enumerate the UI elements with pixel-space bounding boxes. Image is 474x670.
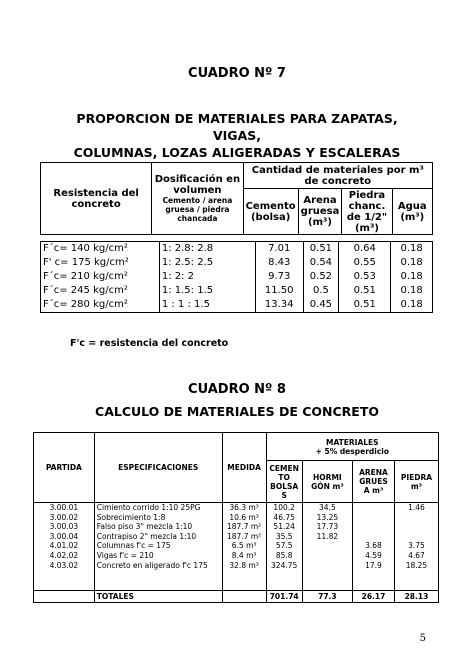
arena-cell: 0.45 xyxy=(303,298,338,313)
cemento-cell: 11.50 xyxy=(255,284,303,298)
header-dosificacion xyxy=(152,163,243,235)
cuadro8-table xyxy=(33,432,439,603)
medida-cell: 187.7 m² xyxy=(222,522,266,532)
cuadro7-note: F'c = resistencia del concreto xyxy=(70,338,229,349)
page-number: 5 xyxy=(419,633,426,644)
dosificacion-cell: 1: 2: 2 xyxy=(159,270,255,284)
header-arena: Arena gruesa (m³) xyxy=(298,189,342,235)
arena-cell xyxy=(353,522,395,532)
medida-cell: 32.8 m³ xyxy=(222,561,266,571)
table-row xyxy=(34,522,439,532)
table-row xyxy=(34,541,439,551)
cemento-cell: 85.8 xyxy=(266,551,302,561)
hormigon-cell xyxy=(302,561,352,571)
agua-cell: 0.18 xyxy=(391,284,433,298)
arena-cell: 0.51 xyxy=(303,242,338,257)
table-row xyxy=(41,284,433,298)
spacer-cell xyxy=(94,570,222,590)
medida-cell: 10.6 m³ xyxy=(222,513,266,523)
table-row xyxy=(34,513,439,523)
cuadro7-title: CUADRO Nº 7 xyxy=(188,66,286,81)
arena-cell: 3.68 xyxy=(353,541,395,551)
arena-cell xyxy=(353,513,395,523)
partida-cell: 3.00.02 xyxy=(34,513,95,523)
piedra-cell: 0.51 xyxy=(339,284,391,298)
header-dosificacion-sub: Cemento / arena gruesa / piedra chancada xyxy=(162,196,233,223)
arena-cell: 4.59 xyxy=(353,551,395,561)
cemento-cell: 100.2 xyxy=(266,503,302,513)
medida-cell: 187.7 m² xyxy=(222,532,266,542)
medida-cell: 36.3 m³ xyxy=(222,503,266,513)
piedra-cell: 0.55 xyxy=(339,256,391,270)
partida-cell: 3.00.01 xyxy=(34,503,95,513)
header-arena-gruesa: ARENA GRUES A m³ xyxy=(353,461,395,503)
resistencia-cell: F´c= 245 kg/cm² xyxy=(41,284,160,298)
header-piedra-m3: PIEDRA m³ xyxy=(394,461,438,503)
arena-cell xyxy=(353,503,395,513)
cuadro8-title: CUADRO Nº 8 xyxy=(188,382,286,397)
header-piedra: Piedra chanc. de 1/2" (m³) xyxy=(342,189,392,235)
header-agua: Agua (m³) xyxy=(392,189,432,235)
piedra-cell: 0.53 xyxy=(339,270,391,284)
dosificacion-cell: 1: 2.5: 2.5 xyxy=(159,256,255,270)
piedra-cell xyxy=(394,532,438,542)
partida-cell: 3.00.04 xyxy=(34,532,95,542)
header-resistencia: Resistencia del concreto xyxy=(41,163,152,235)
header-cemento: Cemento (bolsa) xyxy=(243,189,298,235)
hormigon-cell: 13.25 xyxy=(302,513,352,523)
cuadro8-subtitle: CALCULO DE MATERIALES DE CONCRETO xyxy=(95,404,379,419)
table-row xyxy=(41,298,433,313)
header-medida: MEDIDA xyxy=(222,433,266,503)
table-row xyxy=(41,242,433,257)
hormigon-cell: 17.73 xyxy=(302,522,352,532)
header-materiales xyxy=(266,433,438,461)
cuadro7-subtitle-line1: PROPORCION DE MATERIALES PARA ZAPATAS, VIGAS, xyxy=(76,111,398,143)
arena-cell: 0.5 xyxy=(303,284,338,298)
agua-cell: 0.18 xyxy=(391,256,433,270)
hormigon-cell: 34.5 xyxy=(302,503,352,513)
piedra-cell: 3.75 xyxy=(394,541,438,551)
piedra-cell xyxy=(394,522,438,532)
spacer-cell xyxy=(34,570,95,590)
header-dosificacion-label: Dosificación en volumen xyxy=(154,174,241,196)
cemento-cell: 57.5 xyxy=(266,541,302,551)
piedra-cell: 18.25 xyxy=(394,561,438,571)
dosificacion-cell: 1: 1.5: 1.5 xyxy=(159,284,255,298)
header-partida: PARTIDA xyxy=(34,433,95,503)
table-row xyxy=(34,503,439,513)
table-row xyxy=(41,270,433,284)
especificacion-cell: Falso piso 3" mezcla 1:10 xyxy=(94,522,222,532)
partida-cell: 3.00.03 xyxy=(34,522,95,532)
hormigon-cell xyxy=(302,541,352,551)
resistencia-cell: F' c= 175 kg/cm² xyxy=(41,256,160,270)
medida-cell: 8.4 m³ xyxy=(222,551,266,561)
resistencia-cell: F´c= 210 kg/cm² xyxy=(41,270,160,284)
resistencia-cell: F´c= 280 kg/cm² xyxy=(41,298,160,313)
table-row xyxy=(34,561,439,571)
cuadro7-subtitle-line2: COLUMNAS, LOZAS ALIGERADAS Y ESCALERAS xyxy=(73,145,401,160)
partida-cell: 4.01.02 xyxy=(34,541,95,551)
cuadro7-data-table xyxy=(40,241,433,313)
agua-cell: 0.18 xyxy=(391,298,433,313)
cemento-cell: 13.34 xyxy=(255,298,303,313)
header-especificaciones: ESPECIFICACIONES xyxy=(94,433,222,503)
cemento-cell: 8.43 xyxy=(255,256,303,270)
agua-cell: 0.18 xyxy=(391,242,433,257)
agua-cell: 0.18 xyxy=(391,270,433,284)
cemento-cell: 9.73 xyxy=(255,270,303,284)
arena-cell: 0.52 xyxy=(303,270,338,284)
hormigon-cell xyxy=(302,551,352,561)
cuadro7-header-table xyxy=(40,162,433,235)
especificacion-cell: Columnas f'c = 175 xyxy=(94,541,222,551)
partida-cell: 4.02.02 xyxy=(34,551,95,561)
totals-row xyxy=(34,590,439,602)
arena-cell xyxy=(353,532,395,542)
totals-blank xyxy=(34,590,95,602)
piedra-cell: 0.51 xyxy=(339,298,391,313)
header-materiales-label: MATERIALES xyxy=(325,437,379,447)
cuadro7-subtitle xyxy=(60,110,414,161)
table-row xyxy=(34,532,439,542)
cemento-cell: 51.24 xyxy=(266,522,302,532)
resistencia-cell: F´c= 140 kg/cm² xyxy=(41,242,160,257)
dosificacion-cell: 1: 2.8: 2.8 xyxy=(159,242,255,257)
dosificacion-cell: 1 : 1 : 1.5 xyxy=(159,298,255,313)
cemento-cell: 7.01 xyxy=(255,242,303,257)
hormigon-cell: 11.82 xyxy=(302,532,352,542)
header-desperdicio: + 5% desperdicio xyxy=(315,446,389,456)
spacer-cell xyxy=(353,570,395,590)
table-row xyxy=(34,551,439,561)
spacer-row xyxy=(34,570,439,590)
spacer-cell xyxy=(222,570,266,590)
piedra-cell: 4.67 xyxy=(394,551,438,561)
especificacion-cell: Cimiento corrido 1:10 25PG xyxy=(94,503,222,513)
arena-cell: 0.54 xyxy=(303,256,338,270)
piedra-cell xyxy=(394,513,438,523)
spacer-cell xyxy=(266,570,302,590)
medida-cell: 6.5 m³ xyxy=(222,541,266,551)
arena-cell: 17.9 xyxy=(353,561,395,571)
piedra-cell: 0.64 xyxy=(339,242,391,257)
totals-h: 77.3 xyxy=(302,590,352,602)
totals-blank xyxy=(222,590,266,602)
piedra-cell: 1.46 xyxy=(394,503,438,513)
spacer-cell xyxy=(394,570,438,590)
spacer-cell xyxy=(302,570,352,590)
header-hormigon: HORMI GÓN m³ xyxy=(302,461,352,503)
totals-c: 701.74 xyxy=(266,590,302,602)
partida-cell: 4.03.02 xyxy=(34,561,95,571)
table-row xyxy=(41,256,433,270)
cemento-cell: 46.75 xyxy=(266,513,302,523)
header-cemento-bolsas: CEMEN TO BOLSA S xyxy=(266,461,302,503)
totals-a: 26.17 xyxy=(353,590,395,602)
especificacion-cell: Sobrecimiento 1:8 xyxy=(94,513,222,523)
especificacion-cell: Concreto en aligerado f'c 175 xyxy=(94,561,222,571)
header-cantidad: Cantidad de materiales por m³ de concreto xyxy=(243,163,432,189)
cemento-cell: 35.5 xyxy=(266,532,302,542)
especificacion-cell: Vigas f'c = 210 xyxy=(94,551,222,561)
totals-label: TOTALES xyxy=(94,590,222,602)
cemento-cell: 324.75 xyxy=(266,561,302,571)
totals-pi: 28.13 xyxy=(394,590,438,602)
especificacion-cell: Contrapiso 2" mezcla 1:10 xyxy=(94,532,222,542)
